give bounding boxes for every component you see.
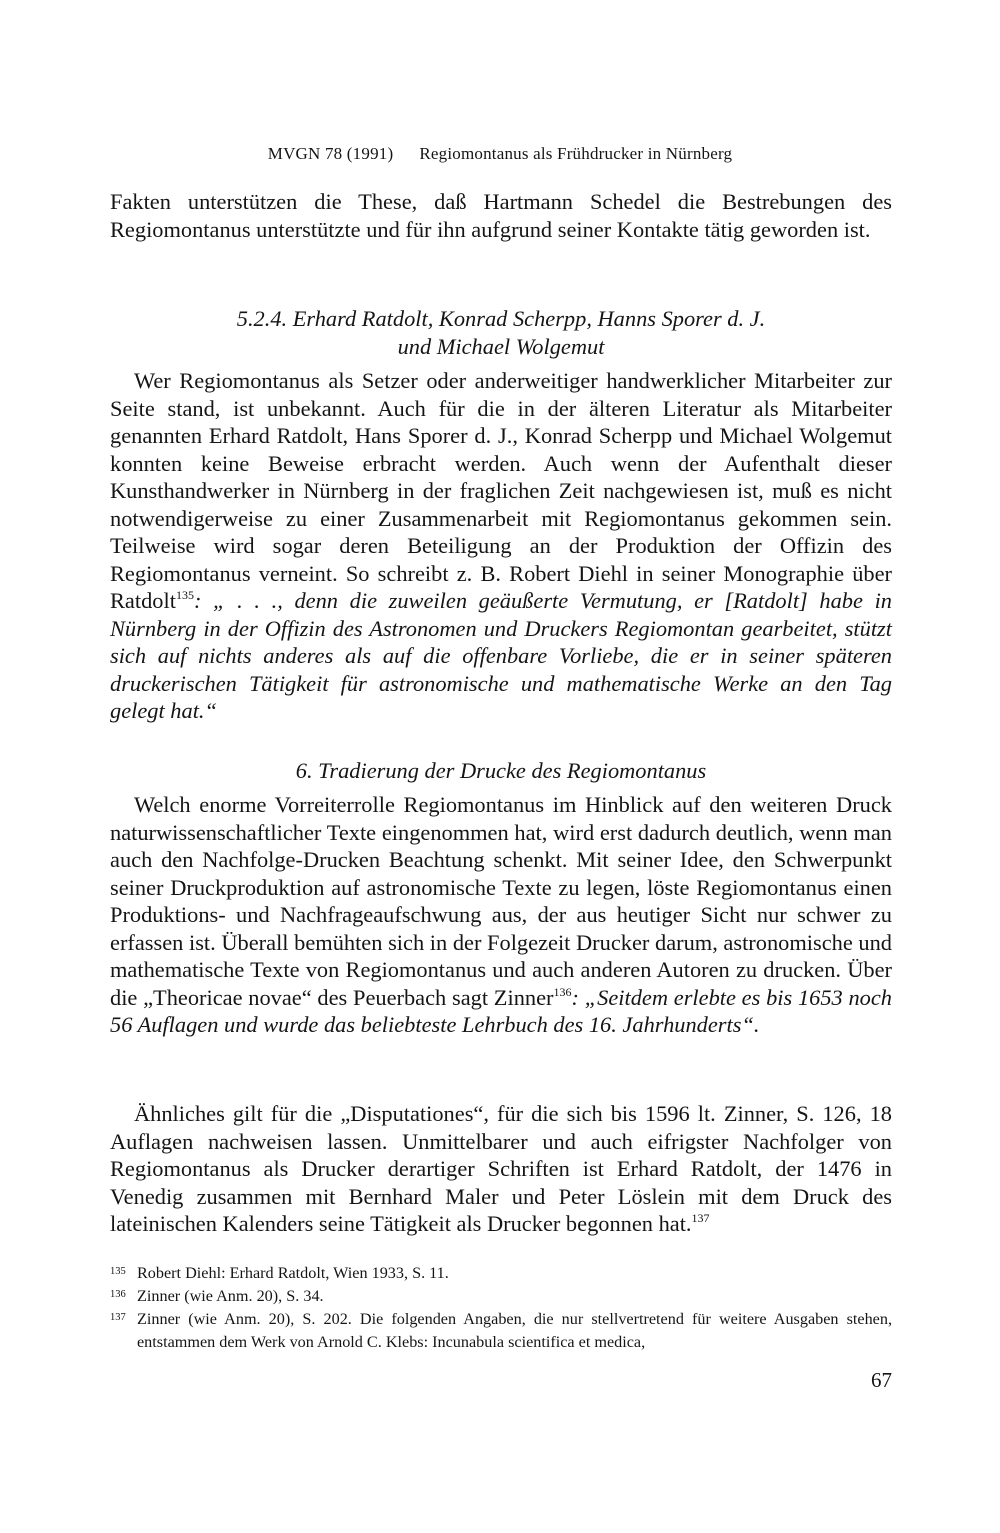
paragraph-2 (110, 367, 892, 725)
paragraph-4 (110, 1100, 892, 1238)
journal-citation: MVGN 78 (1991) (267, 144, 394, 163)
footnote-number: 136 (110, 1289, 126, 1300)
footnote-number: 137 (110, 1312, 126, 1323)
paragraph-1-text: Fakten unterstützen die These, daß Hartmann Schedel die Bestrebungen des Regiomontanus unterstützte und für ihn aufgrund seiner Kontakte tätig geworden ist. (110, 189, 892, 242)
paragraph-3-text (110, 791, 892, 1039)
paragraph-3 (110, 791, 892, 1039)
paragraph-2-main: Wer Regiomontanus als Setzer oder anderweitiger handwerklicher Mitarbeiter zur Seite stand, ist unbekannt. Auch für die in der älteren Literatur als Mitarbeiter genannten Erhard Ratdolt, Hans Sporer d. J., Konrad Scherpp und Michael Wolgemut konnten keine Beweise erbracht werden. Auch wenn der Aufenthalt dieser Kunsthandwerker in Nürnberg in der fraglichen Zeit nachgewiesen ist, muß es nicht notwendigerweise zu einer Zusammenarbeit mit Regiomontanus gekommen sein. Teilweise wird sogar deren Beteiligung an der Produktion der Offizin des Regiomontanus verneint. So schreibt z. B. Robert Diehl in seiner Monographie über Ratdolt (110, 368, 892, 613)
paragraph-3-main: Welch enorme Vorreiterrolle Regiomontanus im Hinblick auf den weiteren Druck naturwissenschaftlicher Texte eingenommen hat, wird erst dadurch deutlich, wenn man auch den Nachfolge-Drucken Beachtung schenkt. Mit seiner Idee, den Schwerpunkt seiner Druckproduktion auf astronomische Texte zu legen, löste Regiomontanus einen Produktions- und Nachfrageaufschwung aus, der aus heutiger Sicht nur schwer zu erfassen ist. Überall bemühten sich in der Folgezeit Drucker darum, astronomische und mathematische Texte von Regiomontanus und auch anderen Autoren zu drucken. Über die „Theoricae novae“ des Peuerbach sagt Zinner (110, 792, 892, 1010)
footnote-ref-135: 135 (175, 588, 194, 602)
paragraph-1 (110, 188, 892, 243)
section-heading-line-2: und Michael Wolgemut (397, 334, 605, 359)
footnotes (110, 1262, 892, 1354)
footnote-ref-136: 136 (553, 984, 572, 999)
page-number: 67 (871, 1368, 892, 1392)
footnote-ref-137: 137 (691, 1211, 710, 1225)
running-head (110, 144, 890, 164)
section-heading-line-1: 5.2.4. Erhard Ratdolt, Konrad Scherpp, Hanns Sporer d. J. (236, 306, 766, 331)
footnote-text: Zinner (wie Anm. 20), S. 202. Die folgenden Angaben, die nur stellvertretend für weitere Ausgaben stehen, entstammen dem Werk von Arnold C. Klebs: Incunabula scientifica et medica, (137, 1310, 892, 1351)
paragraph-2-quote: : „ . . ., denn die zuweilen geäußerte Vermutung, er [Ratdolt] habe in Nürnberg in der Offizin des Astronomen und Druckers Regiomontan gearbeitet, stützt sich auf nichts anderes als auf die offenbare Vorliebe, die er in seiner späteren druckerischen Tätigkeit für astronomische und mathematische Werke an den Tag gelegt hat.“ (110, 588, 892, 723)
footnote-135 (110, 1262, 892, 1285)
paragraph-4-main: Ähnliches gilt für die „Disputationes“, für die sich bis 1596 lt. Zinner, S. 126, 18 Auflagen nachweisen lassen. Unmittelbarer und auch eifrigster Nachfolger von Regiomontanus als Drucker derartiger Schriften ist Erhard Ratdolt, der 1476 in Venedig zusammen mit Bernhard Maler und Peter Löslein mit dem Druck des lateinischen Kalenders seine Tätigkeit als Drucker begonnen hat. (110, 1101, 892, 1236)
article-title: Regiomontanus als Frühdrucker in Nürnberg (419, 144, 733, 163)
footnote-136 (110, 1285, 892, 1308)
footnote-number: 135 (110, 1266, 126, 1277)
section-heading-5-2-4 (110, 305, 892, 361)
footnote-text: Robert Diehl: Erhard Ratdolt, Wien 1933, S. 11. (137, 1264, 449, 1282)
footnote-text: Zinner (wie Anm. 20), S. 34. (137, 1287, 324, 1305)
footnote-137 (110, 1308, 892, 1354)
paragraph-2-text (110, 367, 892, 725)
section-heading-6: 6. Tradierung der Drucke des Regiomontanus (295, 758, 707, 783)
paragraph-4-text (110, 1100, 892, 1238)
paragraph-3-quote: : „Seitdem erlebte es bis 1653 noch 56 Auflagen und wurde das beliebteste Lehrbuch des 16. Jahrhunderts“. (110, 984, 892, 1037)
